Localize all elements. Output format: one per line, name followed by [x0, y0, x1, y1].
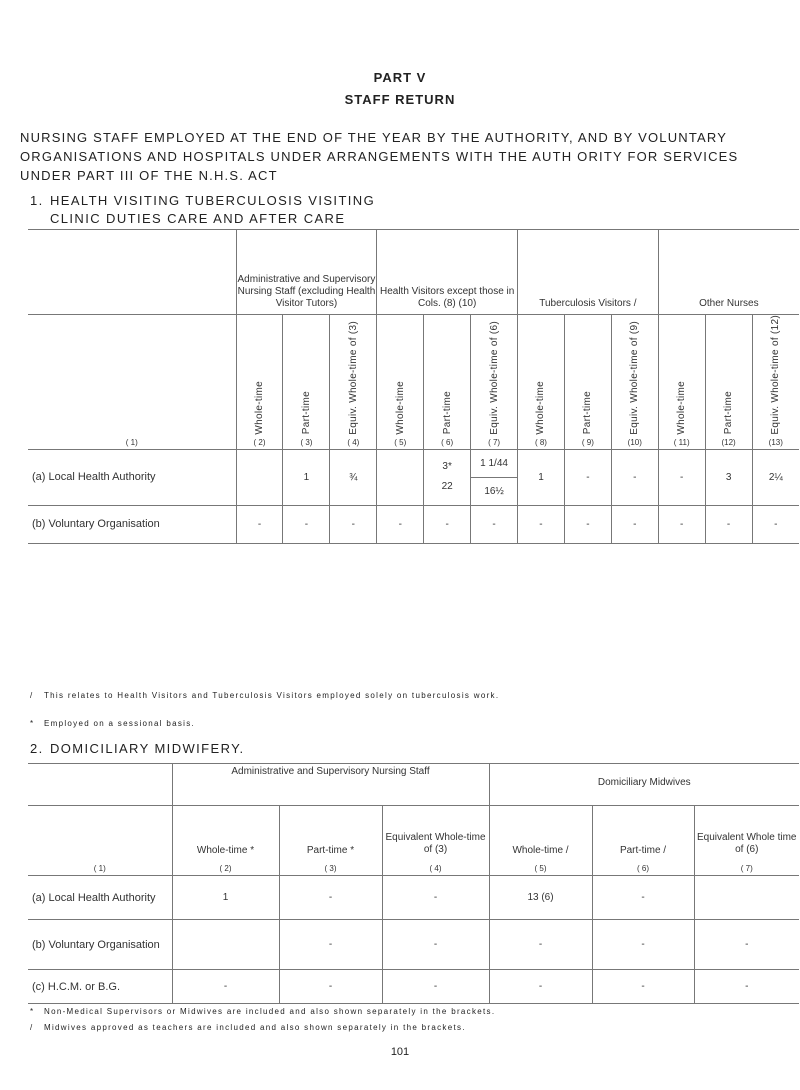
table-cell: -: [330, 505, 377, 543]
sessional-value: 3*: [442, 461, 452, 473]
table-cell: -: [471, 505, 518, 543]
table-row: [28, 970, 799, 1004]
footnote-mark: /: [30, 1023, 34, 1032]
group-domiciliary-midwives: Domiciliary Midwives: [489, 764, 799, 806]
col-header-whole-time: Whole-time ( 2): [236, 315, 283, 450]
table-cell: ¾: [330, 449, 377, 505]
table-cell: [377, 449, 424, 505]
table-cell: 1: [283, 449, 330, 505]
row-label: (a) Local Health Authority: [28, 449, 236, 505]
table-row: [28, 449, 799, 477]
page-number: 101: [390, 1046, 410, 1058]
footnote-text: This relates to Health Visitors and Tuberculosis Visitors employed solely on tuberculosis work.: [44, 691, 500, 700]
table-cell: -: [658, 505, 705, 543]
table-cell: -: [382, 970, 489, 1004]
table-row: [28, 505, 799, 543]
table-cell: -: [658, 449, 705, 505]
table-cell: 2¼: [752, 449, 799, 505]
section1-number: 1.: [30, 193, 44, 208]
group-other-nurses: Other Nurses: [658, 230, 799, 315]
col-header-equivalent-whole-time: Equivalent Whole time of (6) ( 7): [694, 806, 799, 876]
section2-number: 2.: [30, 741, 44, 756]
table-cell: -: [705, 505, 752, 543]
col-header-part-time: Part-time * ( 3): [279, 806, 382, 876]
section1-title-line1: HEALTH VISITING TUBERCULOSIS VISITING: [50, 193, 376, 208]
table-cell: 13 (6): [489, 876, 592, 920]
col-header-equivalent-whole-time: Equivalent Whole-time of (3) ( 4): [382, 806, 489, 876]
table-cell: -: [489, 920, 592, 970]
table-row: [28, 876, 799, 920]
table-cell: -: [489, 970, 592, 1004]
col-header-whole-time: Whole-time ( 8): [518, 315, 565, 450]
table-cell: -: [424, 505, 471, 543]
table-cell: -: [694, 920, 799, 970]
table-cell: -: [611, 449, 658, 505]
whole-value: 22: [441, 481, 453, 493]
col-header-equiv-whole-time: Equiv. Whole-time of (6) ( 7): [471, 315, 518, 450]
table-cell: -: [592, 876, 694, 920]
footnote-text: Non-Medical Supervisors or Midwives are included and also shown separately in the brackets.: [44, 1007, 496, 1016]
table-cell: [236, 449, 283, 505]
table1-row-label-colnum: ( 1): [28, 315, 236, 450]
table-cell: -: [279, 876, 382, 920]
footnote-text: Employed on a sessional basis.: [44, 719, 196, 728]
table-cell: -: [236, 505, 283, 543]
table-cell: -: [377, 505, 424, 543]
intro-paragraph: NURSING STAFF EMPLOYED AT THE END OF THE YEAR BY THE AUTHORITY, AND BY VOLUNTARY ORGANISATIONS AND HOSPITALS UNDER ARRANGEMENTS WITH THE AUTH ORITY FOR SERVICES UNDER PART III OF THE N.H.S. ACT: [20, 130, 739, 183]
footnote-mark: /: [30, 691, 34, 700]
table-cell: -: [172, 970, 279, 1004]
footnote-mark: *: [30, 719, 35, 728]
col-header-whole-time: Whole-time ( 11): [658, 315, 705, 450]
table-cell: -: [752, 505, 799, 543]
row-label: (c) H.C.M. or B.G.: [28, 970, 172, 1004]
domiciliary-midwifery-table: [28, 763, 799, 1004]
health-visiting-table: [28, 229, 799, 544]
table-cell: 16½: [471, 477, 518, 505]
table-cell: -: [518, 505, 565, 543]
table-cell: -: [382, 876, 489, 920]
col-header-whole-time: Whole-time / ( 5): [489, 806, 592, 876]
table-cell: -: [564, 505, 611, 543]
section2-title: DOMICILIARY MIDWIFERY.: [50, 741, 245, 756]
col-header-part-time: Part-time / ( 6): [592, 806, 694, 876]
section1-title-line2: CLINIC DUTIES CARE AND AFTER CARE: [50, 211, 346, 226]
table-cell: 1: [518, 449, 565, 505]
col-header-part-time: Part-time ( 3): [283, 315, 330, 450]
row-label: (a) Local Health Authority: [28, 876, 172, 920]
table-cell: -: [382, 920, 489, 970]
table-cell: -: [694, 970, 799, 1004]
table-cell: [172, 920, 279, 970]
footnote-text: Midwives approved as teachers are included and also shown separately in the brackets.: [44, 1023, 466, 1032]
table-cell: -: [283, 505, 330, 543]
col-header-part-time: Part-time ( 6): [424, 315, 471, 450]
col-header-part-time: Part-time (12): [705, 315, 752, 450]
table2-corner: [28, 764, 172, 806]
part-heading: PART V: [373, 70, 427, 85]
table-cell: -: [279, 970, 382, 1004]
table-cell: -: [611, 505, 658, 543]
table2-row-label-colnum: ( 1): [28, 806, 172, 876]
table-cell: -: [592, 970, 694, 1004]
col-header-part-time: Part-time ( 9): [564, 315, 611, 450]
row-label: (b) Voluntary Organisation: [28, 920, 172, 970]
col-header-whole-time: Whole-time * ( 2): [172, 806, 279, 876]
table-cell: -: [592, 920, 694, 970]
document-title: STAFF RETURN: [344, 92, 456, 107]
table-cell: [424, 449, 471, 505]
table-cell: -: [279, 920, 382, 970]
group-health-visitors: Health Visitors except those in Cols. (8) (10): [377, 230, 518, 315]
table1-corner: [28, 230, 236, 315]
table-cell: [694, 876, 799, 920]
col-header-equiv-whole-time: Equiv. Whole-time of (12) (13): [752, 315, 799, 450]
table-row: [28, 920, 799, 970]
col-header-equiv-whole-time: Equiv. Whole-time of (9) (10): [611, 315, 658, 450]
footnote-mark: *: [30, 1007, 35, 1016]
col-header-equiv-whole-time: Equiv. Whole-time of (3) ( 4): [330, 315, 377, 450]
group-tuberculosis-visitors: Tuberculosis Visitors /: [518, 230, 659, 315]
table-cell: 3: [705, 449, 752, 505]
table-cell: 1: [172, 876, 279, 920]
group-admin-supervisory-nursing: Administrative and Supervisory Nursing Staff: [172, 764, 489, 806]
col-header-whole-time: Whole-time ( 5): [377, 315, 424, 450]
row-label: (b) Voluntary Organisation: [28, 505, 236, 543]
table-cell: 1 1/44: [471, 449, 518, 477]
group-admin-supervisory: Administrative and Supervisory Nursing Staff (excluding Health Visitor Tutors): [236, 230, 377, 315]
table-cell: -: [564, 449, 611, 505]
